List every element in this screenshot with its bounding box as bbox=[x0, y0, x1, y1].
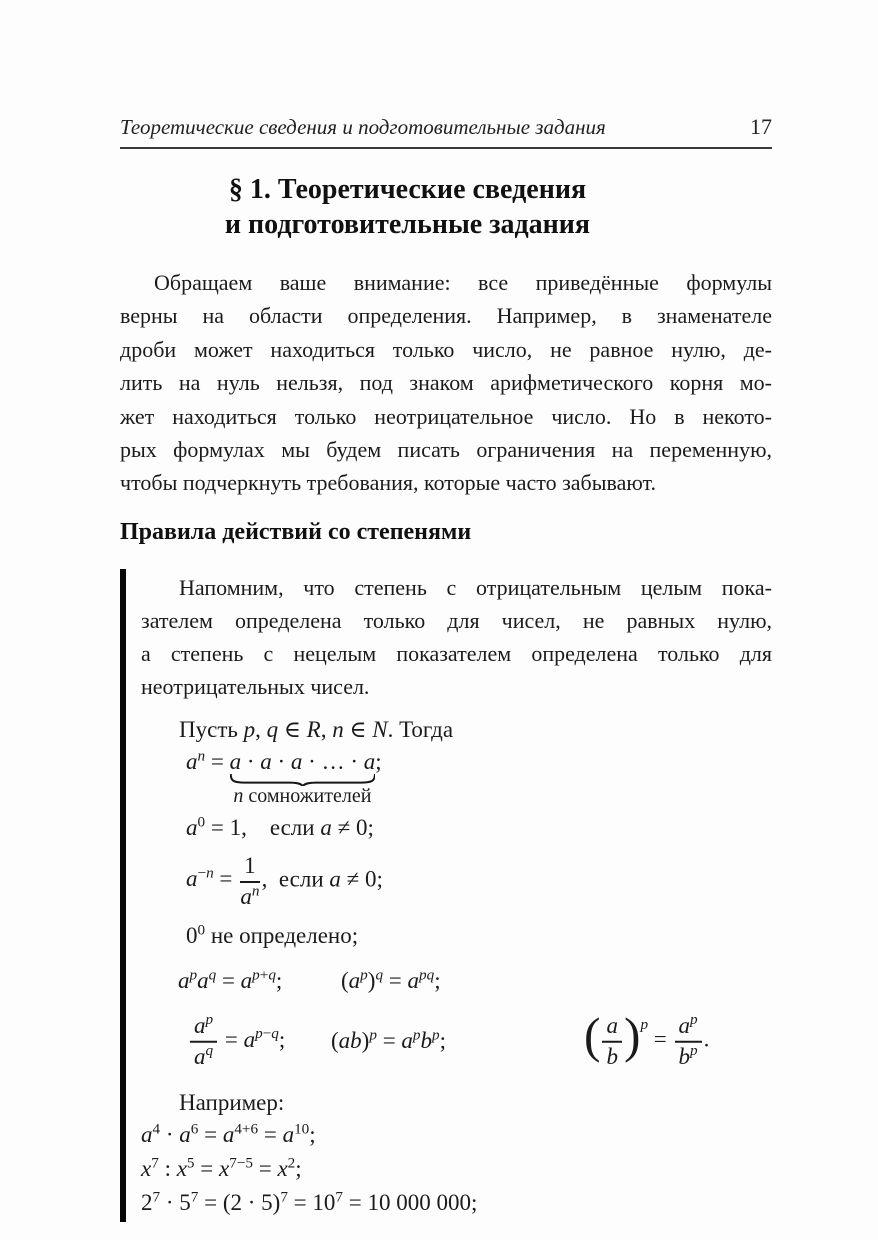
note-block bbox=[120, 569, 772, 1223]
power-rules-row-2 bbox=[141, 1009, 772, 1073]
power-definition-expr: a · a · a · … · a bbox=[229, 748, 376, 774]
right-paren: ) bbox=[623, 1008, 641, 1064]
intro-line: дроби может находиться только число, не равное нулю, де- bbox=[120, 336, 772, 362]
quotient-rule bbox=[188, 1013, 285, 1070]
underbrace-label: n сомножителей bbox=[233, 784, 372, 807]
equals-sign: = bbox=[648, 1026, 673, 1052]
math-let-line: Пусть p, q ∈ R, n ∈ N. Тогда bbox=[179, 716, 454, 742]
intro-paragraph bbox=[120, 266, 772, 500]
fraction-denominator: $a^n$ bbox=[240, 881, 260, 909]
fraction-numerator: $a^p$ bbox=[675, 1013, 702, 1043]
example-line-3: $2^7 \cdot 5^7 = (2 \cdot 5)^7 = 10^7 = 10$ 000 000; bbox=[141, 1188, 478, 1216]
intro-line: жет находиться только неотрицательное число. Но в некото- bbox=[120, 403, 772, 429]
note-line: а степень с нецелым показателем определена только для bbox=[141, 640, 772, 666]
negative-exponent-rule bbox=[141, 853, 772, 910]
intro-line: рых формулах мы будем писать ограничения на переменную, bbox=[120, 437, 772, 463]
page-content bbox=[120, 114, 772, 1222]
underbrace-group bbox=[229, 748, 376, 807]
quotient-rule-rhs: = $a^{p-q}$; bbox=[219, 1024, 286, 1052]
fraction-power-exponent: p bbox=[640, 1016, 649, 1034]
fraction-numerator: $a^p$ bbox=[190, 1013, 217, 1043]
intro-line: чтобы подчеркнуть требования, которые часто забывают. bbox=[120, 470, 656, 496]
math-block bbox=[141, 717, 772, 1219]
examples-label: Например: bbox=[179, 1090, 285, 1116]
running-header-title: Теоретические сведения и подготовительные задания bbox=[120, 115, 606, 139]
fraction-denominator: $a^q$ bbox=[194, 1042, 214, 1069]
section-title bbox=[120, 172, 695, 242]
product-rule: $a^pa^q = a^{p+q}$; bbox=[178, 966, 283, 994]
example-line-1: $a^4 \cdot a^6 = a^{4+6} = a^{10}$; bbox=[141, 1120, 316, 1148]
zero-zero-rule: $0^0$ не определено; bbox=[186, 921, 359, 949]
running-header bbox=[120, 114, 772, 149]
fraction-denominator: b bbox=[606, 1043, 618, 1069]
fraction-numerator: 1 bbox=[240, 853, 260, 883]
fraction-denominator: $b^p$ bbox=[678, 1042, 698, 1069]
fraction-power-tail: . bbox=[703, 1026, 710, 1052]
note-line: Напомним, что степень с отрицательным целым пока- bbox=[179, 574, 772, 600]
note-line: неотрицательных чисел. bbox=[141, 673, 370, 699]
rules-heading: Правила действий со степенями bbox=[120, 518, 472, 545]
power-definition bbox=[141, 747, 772, 807]
left-paren: ( bbox=[584, 1008, 601, 1064]
section-title-line1: § 1. Теоретические сведения bbox=[228, 174, 587, 205]
power-definition-tail: ; bbox=[375, 748, 382, 774]
intro-line: Обращаем ваше внимание: все приведённые формулы bbox=[154, 270, 772, 295]
power-rules-row-1 bbox=[141, 961, 772, 1001]
page-number: 17 bbox=[750, 114, 772, 139]
negative-exponent-tail: , если a ≠ 0; bbox=[261, 866, 383, 892]
zero-exponent-rule: $a^0 = 1$, если a ≠ 0; bbox=[186, 813, 374, 840]
section-title-line2: и подготовительные задания bbox=[224, 209, 591, 240]
fraction bbox=[600, 1013, 624, 1070]
power-definition-lhs: $a^n$ = bbox=[186, 747, 230, 774]
intro-line: лить на нуль нельзя, под знаком арифметического корня мо- bbox=[120, 370, 772, 396]
note-paragraph bbox=[141, 571, 772, 703]
negative-exponent-lhs: $a^{-n}$ = bbox=[186, 864, 239, 892]
fraction-power-rule bbox=[584, 1008, 710, 1070]
fraction bbox=[238, 853, 262, 910]
fraction bbox=[673, 1013, 704, 1070]
power-of-power-rule: $(a^p)^q = a^{pq}$; bbox=[341, 966, 441, 994]
note-line: зателем определена только для чисел, не равных нулю, bbox=[141, 607, 772, 633]
fraction-numerator: a bbox=[602, 1013, 622, 1043]
example-line-2: $x^7$ : $x^5 = x^{7-5} = x^2$; bbox=[141, 1154, 302, 1182]
product-power-rule: $(ab)^p = a^pb^p$; bbox=[331, 1026, 446, 1054]
intro-line: верны на области определения. Например, в знаменателе bbox=[120, 303, 772, 329]
fraction bbox=[188, 1013, 219, 1070]
